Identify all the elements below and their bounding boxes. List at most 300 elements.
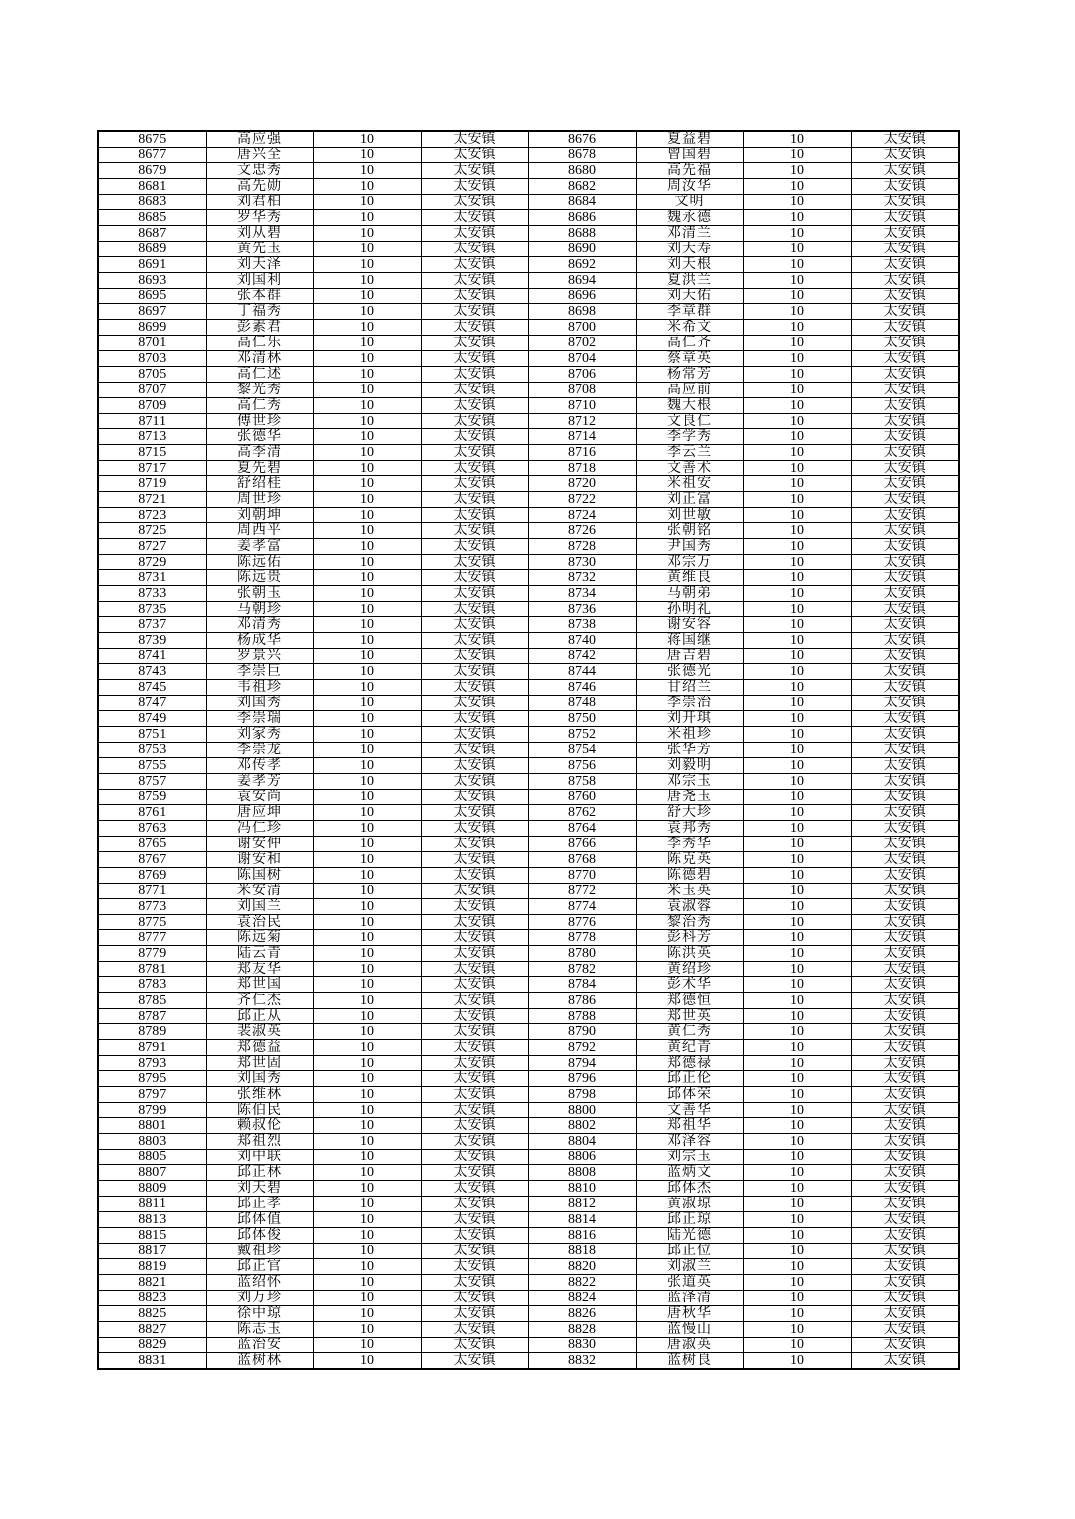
table-row <box>98 288 959 304</box>
left-name-cell: 郑德益 <box>206 1040 313 1056</box>
right-town-cell: 太安镇 <box>851 1212 959 1228</box>
right-town-cell: 太安镇 <box>851 1134 959 1150</box>
right-town-cell: 太安镇 <box>851 554 959 570</box>
left-name-cell: 邓传孝 <box>206 758 313 774</box>
left-name-cell: 刘国兰 <box>206 899 313 915</box>
right-town-cell: 太安镇 <box>851 586 959 602</box>
table-row <box>98 1165 959 1181</box>
table-row <box>98 210 959 226</box>
left-town-cell: 太安镇 <box>421 523 528 539</box>
right-name-cell: 文善华 <box>636 1102 743 1118</box>
left-count-cell: 10 <box>313 1180 421 1196</box>
left-count-cell: 10 <box>313 773 421 789</box>
right-number-cell: 8768 <box>528 852 636 868</box>
left-number-cell: 8813 <box>98 1212 206 1228</box>
right-town-cell: 太安镇 <box>851 1196 959 1212</box>
left-count-cell: 10 <box>313 319 421 335</box>
left-count-cell: 10 <box>313 1134 421 1150</box>
left-number-cell: 8701 <box>98 335 206 351</box>
right-name-cell: 尹国秀 <box>636 539 743 555</box>
right-count-cell: 10 <box>743 1149 851 1165</box>
left-number-cell: 8721 <box>98 492 206 508</box>
right-town-cell: 太安镇 <box>851 1259 959 1275</box>
right-count-cell: 10 <box>743 1024 851 1040</box>
right-number-cell: 8760 <box>528 789 636 805</box>
left-count-cell: 10 <box>313 476 421 492</box>
left-town-cell: 太安镇 <box>421 836 528 852</box>
left-name-cell: 米安清 <box>206 883 313 899</box>
right-name-cell: 陈洪英 <box>636 946 743 962</box>
right-number-cell: 8792 <box>528 1040 636 1056</box>
left-count-cell: 10 <box>313 194 421 210</box>
left-number-cell: 8743 <box>98 664 206 680</box>
left-town-cell: 太安镇 <box>421 773 528 789</box>
left-count-cell: 10 <box>313 836 421 852</box>
right-count-cell: 10 <box>743 366 851 382</box>
left-name-cell: 陈远佑 <box>206 554 313 570</box>
right-town-cell: 太安镇 <box>851 1008 959 1024</box>
left-count-cell: 10 <box>313 523 421 539</box>
left-name-cell: 陆云青 <box>206 946 313 962</box>
right-name-cell: 米希文 <box>636 319 743 335</box>
left-number-cell: 8817 <box>98 1243 206 1259</box>
table-row <box>98 1087 959 1103</box>
left-name-cell: 张朝玉 <box>206 586 313 602</box>
right-town-cell: 太安镇 <box>851 304 959 320</box>
right-number-cell: 8706 <box>528 366 636 382</box>
right-number-cell: 8780 <box>528 946 636 962</box>
left-town-cell: 太安镇 <box>421 492 528 508</box>
table-row <box>98 1290 959 1306</box>
right-town-cell: 太安镇 <box>851 726 959 742</box>
left-name-cell: 高先勋 <box>206 178 313 194</box>
left-name-cell: 郑世固 <box>206 1055 313 1071</box>
left-number-cell: 8779 <box>98 946 206 962</box>
left-count-cell: 10 <box>313 1149 421 1165</box>
left-count-cell: 10 <box>313 726 421 742</box>
left-count-cell: 10 <box>313 554 421 570</box>
left-count-cell: 10 <box>313 758 421 774</box>
left-name-cell: 袁治民 <box>206 914 313 930</box>
right-count-cell: 10 <box>743 820 851 836</box>
left-town-cell: 太安镇 <box>421 225 528 241</box>
right-count-cell: 10 <box>743 773 851 789</box>
left-name-cell: 高李清 <box>206 445 313 461</box>
right-count-cell: 10 <box>743 163 851 179</box>
right-number-cell: 8726 <box>528 523 636 539</box>
right-number-cell: 8738 <box>528 617 636 633</box>
right-name-cell: 黄淑琼 <box>636 1196 743 1212</box>
left-count-cell: 10 <box>313 1321 421 1337</box>
left-town-cell: 太安镇 <box>421 1306 528 1322</box>
right-name-cell: 张道英 <box>636 1274 743 1290</box>
right-number-cell: 8718 <box>528 460 636 476</box>
right-name-cell: 陈克英 <box>636 852 743 868</box>
right-number-cell: 8678 <box>528 147 636 163</box>
left-count-cell: 10 <box>313 163 421 179</box>
right-count-cell: 10 <box>743 351 851 367</box>
right-name-cell: 米玉英 <box>636 883 743 899</box>
right-number-cell: 8782 <box>528 961 636 977</box>
table-row <box>98 1337 959 1353</box>
right-count-cell: 10 <box>743 1274 851 1290</box>
left-number-cell: 8751 <box>98 726 206 742</box>
table-row <box>98 977 959 993</box>
left-town-cell: 太安镇 <box>421 883 528 899</box>
table-row <box>98 1008 959 1024</box>
left-name-cell: 高仁秀 <box>206 398 313 414</box>
right-count-cell: 10 <box>743 742 851 758</box>
left-count-cell: 10 <box>313 1243 421 1259</box>
left-town-cell: 太安镇 <box>421 586 528 602</box>
left-name-cell: 邱正孝 <box>206 1196 313 1212</box>
left-name-cell: 蓝树林 <box>206 1353 313 1369</box>
left-name-cell: 周西平 <box>206 523 313 539</box>
left-name-cell: 刘万珍 <box>206 1290 313 1306</box>
left-number-cell: 8715 <box>98 445 206 461</box>
left-name-cell: 戴祖珍 <box>206 1243 313 1259</box>
right-town-cell: 太安镇 <box>851 131 959 147</box>
right-count-cell: 10 <box>743 304 851 320</box>
right-name-cell: 夏益碧 <box>636 131 743 147</box>
right-name-cell: 郑德禄 <box>636 1055 743 1071</box>
right-count-cell: 10 <box>743 131 851 147</box>
right-number-cell: 8822 <box>528 1274 636 1290</box>
left-count-cell: 10 <box>313 993 421 1009</box>
left-town-cell: 太安镇 <box>421 805 528 821</box>
right-name-cell: 李秀华 <box>636 836 743 852</box>
left-name-cell: 韦祖珍 <box>206 679 313 695</box>
right-town-cell: 太安镇 <box>851 492 959 508</box>
left-number-cell: 8811 <box>98 1196 206 1212</box>
right-town-cell: 太安镇 <box>851 1149 959 1165</box>
left-count-cell: 10 <box>313 210 421 226</box>
left-town-cell: 太安镇 <box>421 288 528 304</box>
right-number-cell: 8794 <box>528 1055 636 1071</box>
left-town-cell: 太安镇 <box>421 617 528 633</box>
right-number-cell: 8690 <box>528 241 636 257</box>
right-number-cell: 8784 <box>528 977 636 993</box>
right-number-cell: 8712 <box>528 413 636 429</box>
right-number-cell: 8698 <box>528 304 636 320</box>
left-town-cell: 太安镇 <box>421 679 528 695</box>
right-town-cell: 太安镇 <box>851 758 959 774</box>
left-town-cell: 太安镇 <box>421 946 528 962</box>
left-town-cell: 太安镇 <box>421 1180 528 1196</box>
left-count-cell: 10 <box>313 805 421 821</box>
right-town-cell: 太安镇 <box>851 178 959 194</box>
left-number-cell: 8687 <box>98 225 206 241</box>
left-number-cell: 8695 <box>98 288 206 304</box>
left-number-cell: 8829 <box>98 1337 206 1353</box>
right-count-cell: 10 <box>743 1353 851 1369</box>
left-town-cell: 太安镇 <box>421 429 528 445</box>
left-number-cell: 8795 <box>98 1071 206 1087</box>
right-count-cell: 10 <box>743 1071 851 1087</box>
right-number-cell: 8802 <box>528 1118 636 1134</box>
right-town-cell: 太安镇 <box>851 366 959 382</box>
left-number-cell: 8679 <box>98 163 206 179</box>
right-town-cell: 太安镇 <box>851 805 959 821</box>
left-name-cell: 邱正官 <box>206 1259 313 1275</box>
right-name-cell: 文明 <box>636 194 743 210</box>
left-number-cell: 8723 <box>98 507 206 523</box>
left-name-cell: 蓝绍怀 <box>206 1274 313 1290</box>
left-number-cell: 8755 <box>98 758 206 774</box>
left-town-cell: 太安镇 <box>421 319 528 335</box>
left-name-cell: 舒绍桂 <box>206 476 313 492</box>
right-number-cell: 8730 <box>528 554 636 570</box>
left-number-cell: 8699 <box>98 319 206 335</box>
table-row <box>98 429 959 445</box>
left-name-cell: 罗景兴 <box>206 648 313 664</box>
right-town-cell: 太安镇 <box>851 539 959 555</box>
right-name-cell: 张德光 <box>636 664 743 680</box>
left-number-cell: 8771 <box>98 883 206 899</box>
left-name-cell: 蓝治安 <box>206 1337 313 1353</box>
left-count-cell: 10 <box>313 664 421 680</box>
right-name-cell: 邱体杰 <box>636 1180 743 1196</box>
left-number-cell: 8691 <box>98 257 206 273</box>
left-number-cell: 8739 <box>98 633 206 649</box>
right-count-cell: 10 <box>743 460 851 476</box>
right-count-cell: 10 <box>743 883 851 899</box>
right-number-cell: 8778 <box>528 930 636 946</box>
table-row <box>98 679 959 695</box>
table-row <box>98 507 959 523</box>
right-count-cell: 10 <box>743 914 851 930</box>
right-name-cell: 郑祖华 <box>636 1118 743 1134</box>
left-name-cell: 文忠秀 <box>206 163 313 179</box>
left-number-cell: 8803 <box>98 1134 206 1150</box>
left-town-cell: 太安镇 <box>421 899 528 915</box>
right-town-cell: 太安镇 <box>851 523 959 539</box>
table-row <box>98 304 959 320</box>
right-number-cell: 8766 <box>528 836 636 852</box>
right-town-cell: 太安镇 <box>851 194 959 210</box>
left-name-cell: 邓清林 <box>206 351 313 367</box>
left-name-cell: 郑世国 <box>206 977 313 993</box>
right-town-cell: 太安镇 <box>851 1165 959 1181</box>
right-number-cell: 8756 <box>528 758 636 774</box>
right-count-cell: 10 <box>743 210 851 226</box>
left-count-cell: 10 <box>313 648 421 664</box>
right-name-cell: 杨常芳 <box>636 366 743 382</box>
right-town-cell: 太安镇 <box>851 147 959 163</box>
right-number-cell: 8770 <box>528 867 636 883</box>
right-name-cell: 唐吉碧 <box>636 648 743 664</box>
left-count-cell: 10 <box>313 1071 421 1087</box>
right-count-cell: 10 <box>743 507 851 523</box>
right-number-cell: 8748 <box>528 695 636 711</box>
right-count-cell: 10 <box>743 1259 851 1275</box>
table-row <box>98 1274 959 1290</box>
right-number-cell: 8746 <box>528 679 636 695</box>
right-name-cell: 蓝泽清 <box>636 1290 743 1306</box>
left-count-cell: 10 <box>313 131 421 147</box>
left-count-cell: 10 <box>313 586 421 602</box>
right-town-cell: 太安镇 <box>851 257 959 273</box>
left-town-cell: 太安镇 <box>421 1196 528 1212</box>
left-count-cell: 10 <box>313 1290 421 1306</box>
left-number-cell: 8765 <box>98 836 206 852</box>
right-name-cell: 邓泽容 <box>636 1134 743 1150</box>
right-count-cell: 10 <box>743 726 851 742</box>
right-number-cell: 8762 <box>528 805 636 821</box>
right-name-cell: 蓝炳文 <box>636 1165 743 1181</box>
left-name-cell: 刘天泽 <box>206 257 313 273</box>
left-town-cell: 太安镇 <box>421 1055 528 1071</box>
left-number-cell: 8799 <box>98 1102 206 1118</box>
right-name-cell: 谢安容 <box>636 617 743 633</box>
left-name-cell: 刘从碧 <box>206 225 313 241</box>
left-count-cell: 10 <box>313 1118 421 1134</box>
left-name-cell: 郑祖烈 <box>206 1134 313 1150</box>
right-count-cell: 10 <box>743 899 851 915</box>
table-row <box>98 1055 959 1071</box>
left-number-cell: 8675 <box>98 131 206 147</box>
right-number-cell: 8754 <box>528 742 636 758</box>
right-name-cell: 孙明礼 <box>636 601 743 617</box>
right-count-cell: 10 <box>743 758 851 774</box>
right-town-cell: 太安镇 <box>851 820 959 836</box>
right-town-cell: 太安镇 <box>851 163 959 179</box>
left-count-cell: 10 <box>313 304 421 320</box>
left-count-cell: 10 <box>313 351 421 367</box>
right-town-cell: 太安镇 <box>851 1353 959 1369</box>
right-number-cell: 8732 <box>528 570 636 586</box>
right-name-cell: 刘毅明 <box>636 758 743 774</box>
right-number-cell: 8758 <box>528 773 636 789</box>
left-number-cell: 8809 <box>98 1180 206 1196</box>
table-row <box>98 961 959 977</box>
right-name-cell: 李学秀 <box>636 429 743 445</box>
right-name-cell: 袁邦秀 <box>636 820 743 836</box>
right-count-cell: 10 <box>743 1306 851 1322</box>
table-row <box>98 726 959 742</box>
left-name-cell: 陈远菊 <box>206 930 313 946</box>
right-number-cell: 8830 <box>528 1337 636 1353</box>
right-count-cell: 10 <box>743 288 851 304</box>
right-name-cell: 魏永德 <box>636 210 743 226</box>
left-number-cell: 8757 <box>98 773 206 789</box>
right-town-cell: 太安镇 <box>851 1306 959 1322</box>
left-number-cell: 8749 <box>98 711 206 727</box>
table-row <box>98 946 959 962</box>
left-number-cell: 8763 <box>98 820 206 836</box>
table-row <box>98 1102 959 1118</box>
right-town-cell: 太安镇 <box>851 1118 959 1134</box>
table-row <box>98 241 959 257</box>
right-town-cell: 太安镇 <box>851 288 959 304</box>
right-count-cell: 10 <box>743 977 851 993</box>
left-town-cell: 太安镇 <box>421 1165 528 1181</box>
left-number-cell: 8797 <box>98 1087 206 1103</box>
right-name-cell: 刘正富 <box>636 492 743 508</box>
left-town-cell: 太安镇 <box>421 1024 528 1040</box>
left-count-cell: 10 <box>313 225 421 241</box>
table-row <box>98 382 959 398</box>
left-town-cell: 太安镇 <box>421 178 528 194</box>
table-row <box>98 805 959 821</box>
right-number-cell: 8728 <box>528 539 636 555</box>
left-name-cell: 邱正林 <box>206 1165 313 1181</box>
left-number-cell: 8735 <box>98 601 206 617</box>
right-name-cell: 周汝华 <box>636 178 743 194</box>
right-count-cell: 10 <box>743 1212 851 1228</box>
roster-table <box>97 130 960 1370</box>
right-name-cell: 唐尧玉 <box>636 789 743 805</box>
right-name-cell: 文良仁 <box>636 413 743 429</box>
right-count-cell: 10 <box>743 993 851 1009</box>
right-town-cell: 太安镇 <box>851 507 959 523</box>
table-row <box>98 1149 959 1165</box>
right-name-cell: 唐淑英 <box>636 1337 743 1353</box>
table-row <box>98 131 959 147</box>
right-name-cell: 郑世英 <box>636 1008 743 1024</box>
table-row <box>98 664 959 680</box>
left-name-cell: 李崇巨 <box>206 664 313 680</box>
right-name-cell: 张朝铭 <box>636 523 743 539</box>
left-number-cell: 8775 <box>98 914 206 930</box>
left-name-cell: 张本群 <box>206 288 313 304</box>
left-count-cell: 10 <box>313 1337 421 1353</box>
right-name-cell: 黄维良 <box>636 570 743 586</box>
table-row <box>98 1259 959 1275</box>
left-number-cell: 8777 <box>98 930 206 946</box>
right-name-cell: 米祖安 <box>636 476 743 492</box>
left-count-cell: 10 <box>313 507 421 523</box>
right-town-cell: 太安镇 <box>851 445 959 461</box>
right-count-cell: 10 <box>743 601 851 617</box>
left-town-cell: 太安镇 <box>421 1259 528 1275</box>
left-number-cell: 8815 <box>98 1227 206 1243</box>
left-town-cell: 太安镇 <box>421 852 528 868</box>
right-name-cell: 陆光德 <box>636 1227 743 1243</box>
right-name-cell: 邱正琼 <box>636 1212 743 1228</box>
left-town-cell: 太安镇 <box>421 210 528 226</box>
right-town-cell: 太安镇 <box>851 1071 959 1087</box>
right-town-cell: 太安镇 <box>851 1087 959 1103</box>
right-count-cell: 10 <box>743 413 851 429</box>
left-count-cell: 10 <box>313 1259 421 1275</box>
left-name-cell: 夏先碧 <box>206 460 313 476</box>
left-count-cell: 10 <box>313 382 421 398</box>
left-name-cell: 徐中琼 <box>206 1306 313 1322</box>
left-number-cell: 8707 <box>98 382 206 398</box>
left-count-cell: 10 <box>313 1227 421 1243</box>
right-name-cell: 刘淑兰 <box>636 1259 743 1275</box>
left-name-cell: 刘国秀 <box>206 695 313 711</box>
left-count-cell: 10 <box>313 946 421 962</box>
right-number-cell: 8786 <box>528 993 636 1009</box>
left-town-cell: 太安镇 <box>421 163 528 179</box>
right-count-cell: 10 <box>743 1040 851 1056</box>
right-number-cell: 8684 <box>528 194 636 210</box>
right-number-cell: 8720 <box>528 476 636 492</box>
right-town-cell: 太安镇 <box>851 695 959 711</box>
left-number-cell: 8791 <box>98 1040 206 1056</box>
left-town-cell: 太安镇 <box>421 413 528 429</box>
right-count-cell: 10 <box>743 335 851 351</box>
right-name-cell: 刘宗玉 <box>636 1149 743 1165</box>
right-town-cell: 太安镇 <box>851 1290 959 1306</box>
table-row <box>98 460 959 476</box>
left-count-cell: 10 <box>313 1274 421 1290</box>
table-row <box>98 1024 959 1040</box>
right-number-cell: 8828 <box>528 1321 636 1337</box>
left-town-cell: 太安镇 <box>421 695 528 711</box>
